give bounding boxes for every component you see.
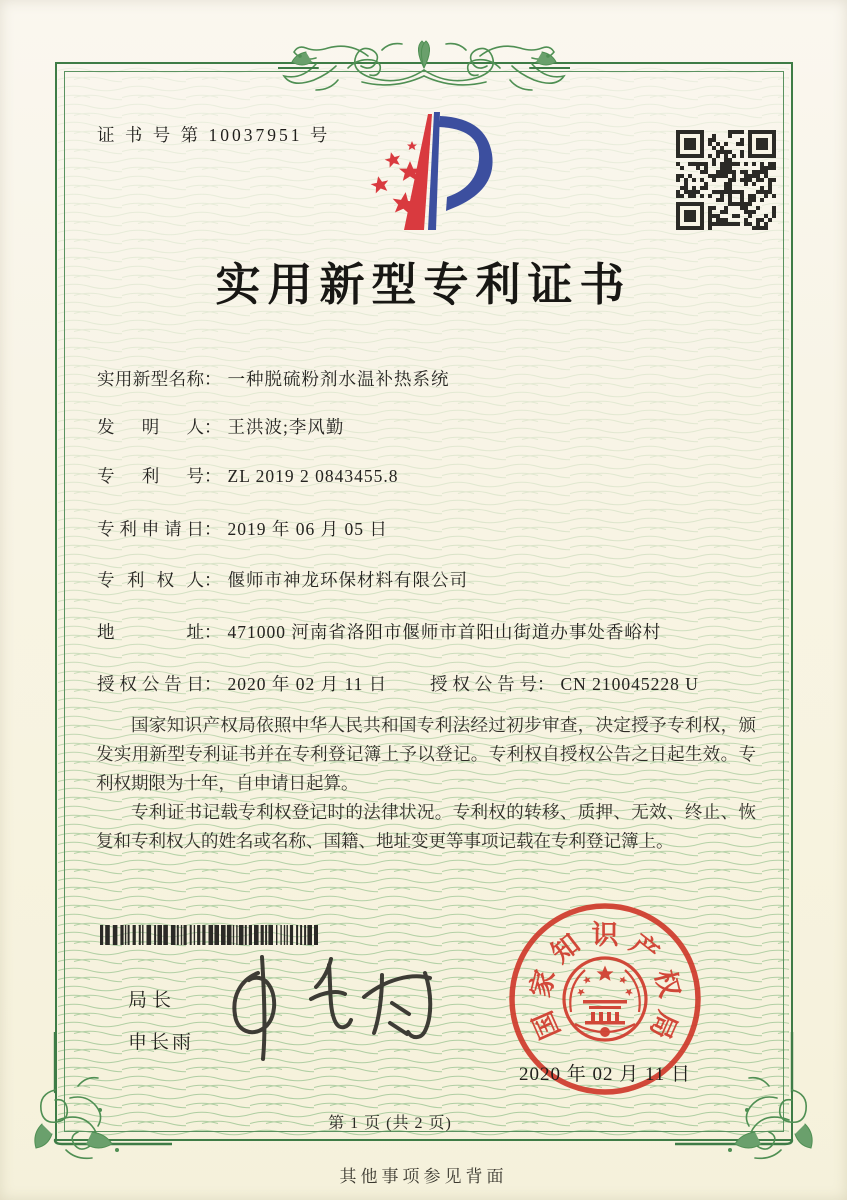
qr-code: [676, 130, 776, 230]
field-label: 发明人: [97, 417, 204, 437]
svg-text:权: 权: [649, 966, 685, 1001]
svg-text:家: 家: [525, 966, 561, 1001]
svg-text:产: 产: [624, 928, 665, 969]
legal-paragraph-2: 专利证书记载专利权登记时的法律状况。专利权的转移、质押、无效、终止、恢复和专利权人的姓名或名称、国籍、地址变更等事项记载在专利登记簿上。: [96, 802, 756, 851]
field-value: CN 210045228 U: [560, 674, 699, 694]
svg-text:识: 识: [591, 920, 619, 950]
commissioner-title: 局长: [128, 990, 177, 1011]
field-address: 地址： 471000 河南省洛阳市偃师市首阳山街道办事处香峪村: [97, 622, 662, 642]
field-label: 专利申请日: [97, 519, 204, 539]
field-value: 王洪波;李风勤: [227, 417, 345, 437]
field-patent-number: 专利号： ZL 2019 2 0843455.8: [97, 466, 399, 486]
field-inventors: 发明人： 王洪波;李风勤: [97, 417, 345, 437]
field-value: 一种脱硫粉剂水温补热系统: [227, 369, 450, 389]
field-label: 授权公告日: [97, 674, 204, 694]
signature-handwriting: [212, 945, 452, 1065]
legal-paragraph-1: 国家知识产权局依照中华人民共和国专利法经过初步审查，决定授予专利权，颁发实用新型专利证书并在专利登记簿上予以登记。专利权自授权公告之日起生效。专利权期限为十年，自申请日起算。: [96, 715, 756, 793]
field-patentee: 专利权人： 偃师市神龙环保材料有限公司: [97, 570, 468, 590]
back-side-note: 其他事项参见背面: [339, 1167, 508, 1186]
field-label: 专利权人: [97, 570, 204, 590]
field-grant-number: 授权公告号： CN 210045228 U: [430, 674, 699, 694]
field-label: 专利号: [97, 466, 204, 486]
commissioner-name: 申长雨: [128, 1032, 195, 1053]
field-value: ZL 2019 2 0843455.8: [227, 466, 399, 486]
field-label: 授权公告号: [430, 674, 537, 694]
page-number: 第 1 页 (共 2 页): [328, 1115, 452, 1132]
certificate-title: 实用新型专利证书: [215, 260, 632, 310]
barcode: [100, 925, 318, 945]
field-application-date: 专利申请日： 2019 年 06 月 05 日: [97, 519, 388, 539]
svg-text:局: 局: [644, 1006, 683, 1044]
legal-text: [96, 711, 756, 856]
field-label: 地址: [97, 622, 204, 642]
certificate-number: 证 书 号 第 10037951 号: [97, 125, 331, 145]
field-value: 471000 河南省洛阳市偃师市首阳山街道办事处香峪村: [227, 622, 662, 642]
field-utility-model-name: 实用新型名称： 一种脱硫粉剂水温补热系统: [97, 369, 450, 389]
field-grant-row: [97, 672, 762, 696]
seal-text-arc: [525, 920, 685, 1043]
field-grant-date: 授权公告日： 2020 年 02 月 11 日: [97, 674, 388, 694]
field-label: 实用新型名称: [97, 369, 204, 389]
field-value: 偃师市神龙环保材料有限公司: [227, 570, 468, 590]
cnipa-logo-icon: [348, 108, 518, 236]
seal-date: 2020 年 02 月 11 日: [518, 1064, 692, 1085]
field-value: 2019 年 06 月 05 日: [227, 519, 388, 539]
frame-top-ornament-icon: [278, 38, 570, 98]
svg-text:国: 国: [527, 1006, 566, 1044]
field-value: 2020 年 02 月 11 日: [227, 674, 388, 694]
svg-text:知: 知: [545, 928, 586, 969]
